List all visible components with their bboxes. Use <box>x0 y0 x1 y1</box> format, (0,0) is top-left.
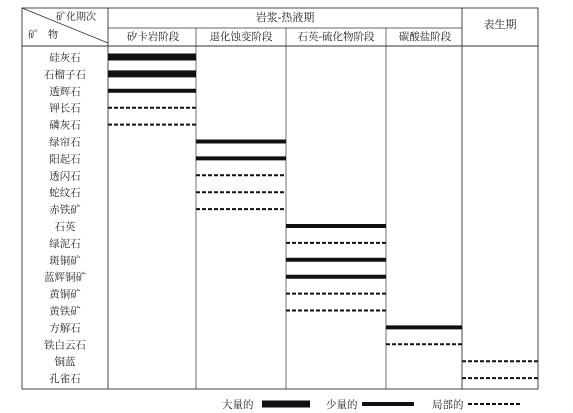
mineral-label: 石英 <box>54 221 76 233</box>
mineral-label: 石榴子石 <box>44 68 86 81</box>
mineral-rows <box>44 51 538 385</box>
mineral-label: 孔雀石 <box>49 373 81 386</box>
legend-label: 少量的 <box>326 399 358 411</box>
mineral-label: 透辉石 <box>49 85 81 98</box>
mineral-label: 黄铜矿 <box>49 288 81 301</box>
mineral-label: 方解石 <box>49 322 81 335</box>
stage-label-1: 退化蚀变阶段 <box>209 31 273 43</box>
mineral-label: 透闪石 <box>49 170 81 183</box>
stage-label-3: 碳酸盐阶段 <box>398 31 452 43</box>
mineral-label: 铁白云石 <box>44 339 86 352</box>
mineral-label: 铜蓝 <box>54 356 76 369</box>
mineral-label: 绿泥石 <box>49 237 81 250</box>
mineral-label: 磷灰石 <box>49 119 81 132</box>
mineral-label: 硅灰石 <box>49 52 81 64</box>
epigenetic-label: 表生期 <box>483 18 517 31</box>
corner-bottom-label: 矿 物 <box>28 30 58 41</box>
stage-label-2: 石英-硫化物阶段 <box>297 31 375 43</box>
mineral-label: 黄铁矿 <box>49 305 81 318</box>
table-grid <box>22 8 538 389</box>
group-label: 岩浆-热液期 <box>255 11 315 24</box>
mineral-label: 钾长石 <box>49 102 81 115</box>
mineral-label: 斑铜矿 <box>49 254 81 267</box>
legend-label: 大量的 <box>222 399 254 411</box>
stage-label-0: 矽卡岩阶段 <box>126 31 180 43</box>
legend <box>222 398 520 411</box>
corner-top-label: 矿化期次 <box>56 12 96 23</box>
mineral-label: 绿帘石 <box>49 136 81 149</box>
legend-label: 局部的 <box>432 399 464 411</box>
mineral-label: 蛇纹石 <box>49 187 81 200</box>
mineral-label: 阳起石 <box>49 153 81 166</box>
mineral-label: 赤铁矿 <box>49 204 81 217</box>
mineral-label: 蓝辉铜矿 <box>44 271 86 284</box>
